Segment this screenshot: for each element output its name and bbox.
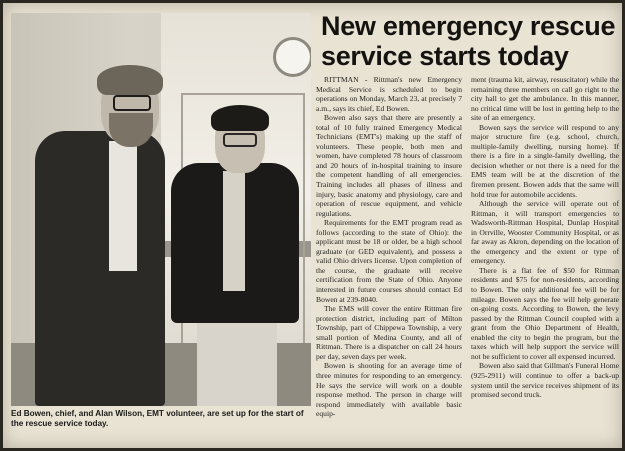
chief-shirt <box>109 141 137 271</box>
volunteer-legs <box>197 313 277 406</box>
chief-figure <box>35 131 165 406</box>
paragraph: RITTMAN - Rittman's new Emergency Medical Service is scheduled to begin operations on Monday, March 23, at precisely 7 a.m., says its chief, Ed Bowen. <box>316 75 462 113</box>
paragraph: Requirements for the EMT program read as follows (according to the state of Ohio): the applicant must be 18 or older, be a high school graduate (or GED equivalent), and possess a valid Ohio drivers license. Upon completion of the course, the graduate will receive certification from the State of Ohio. Anyone interested in future courses should contact Ed Bowen at 239-8040. <box>316 218 462 304</box>
paragraph: Bowen is shooting for an average time of three minutes for responding to an emergency. He says the service will work on a double response method. The person in charge will respond immediately with available basic equip- <box>316 361 462 419</box>
paragraph: The EMS will cover the entire Rittman fire protection district, including part of Milton Township, part of Chippewa Township, a very small portion of Medina County, and all of Rittman. There is a dispatcher on call 24 hours per day, seven days per week. <box>316 304 462 361</box>
paragraph: Bowen says the service will respond to any major structure fire (e.g. school, church, multiple-family dwelling, nursing home). If there is a fire in a single-family dwelling, the decision whether or not there is a need for the EMS team will be at the discretion of the firemen present. Bowen adds that the same will hold true for automobile accidents. <box>471 122 619 199</box>
volunteer-glasses <box>223 133 257 147</box>
chief-glasses <box>113 95 151 111</box>
volunteer-shirt <box>223 171 245 291</box>
photo-caption: Ed Bowen, chief, and Alan Wilson, EMT volunteer, are set up for the start of the rescue service today. <box>11 409 304 428</box>
paragraph: Bowen also said that Gillman's Funeral Home (925-2911) will continue to offer a back-up system until the service receives shipment of its promised second truck. <box>471 361 619 400</box>
paragraph: Although the service will operate out of Rittman, it will transport emergencies to Wadsworth-Rittman Hospital, Dunlap Hospital in Orrville, Wooster Community Hospital, or as far away as Akron, depending on the location of the emergency and the extent or type of emergency. <box>471 199 619 266</box>
paragraph: ment (trauma kit, airway, resuscitator) while the remaining three members on call go right to the city hall to get the ambulance. In this manner, no critical time will be lost in getting help to the site of an emergency. <box>471 75 619 123</box>
paragraph: Bowen also says that there are presently a total of 10 fully trained Emergency Medical Technicians (EMT's) making up the staff of volunteers. These people, both men and women, have completed 78 hours of classroom and 20 hours of in-hospital training to insure the competent handling of all emergencies. Training includes all phases of illness and injury, basic anatomy and physiology, care and operation of rescue equipment, and vehicle regulations. <box>316 113 462 218</box>
ambulance-light <box>273 37 311 77</box>
news-photo <box>11 13 311 406</box>
chief-hair <box>97 65 163 95</box>
article-column-2 <box>471 75 619 445</box>
headline: New emergency rescue service starts today <box>321 11 616 71</box>
article-column-1 <box>316 75 462 445</box>
newspaper-clipping <box>3 3 622 448</box>
paragraph: There is a flat fee of $50 for Rittman residents and $75 for non-residents, according to Bowen. The only additional fee will be for mileage. Bowen says the fee will help generate on-going costs. According to Bowen, the levy passed by the Rittman Council coupled with a grant from the Ohio Department of Health, enabled the city to begin the program, but the taxes which will help support the service will not be sufficient to cover all expensed incurred. <box>471 265 619 361</box>
volunteer-hair <box>211 105 269 131</box>
